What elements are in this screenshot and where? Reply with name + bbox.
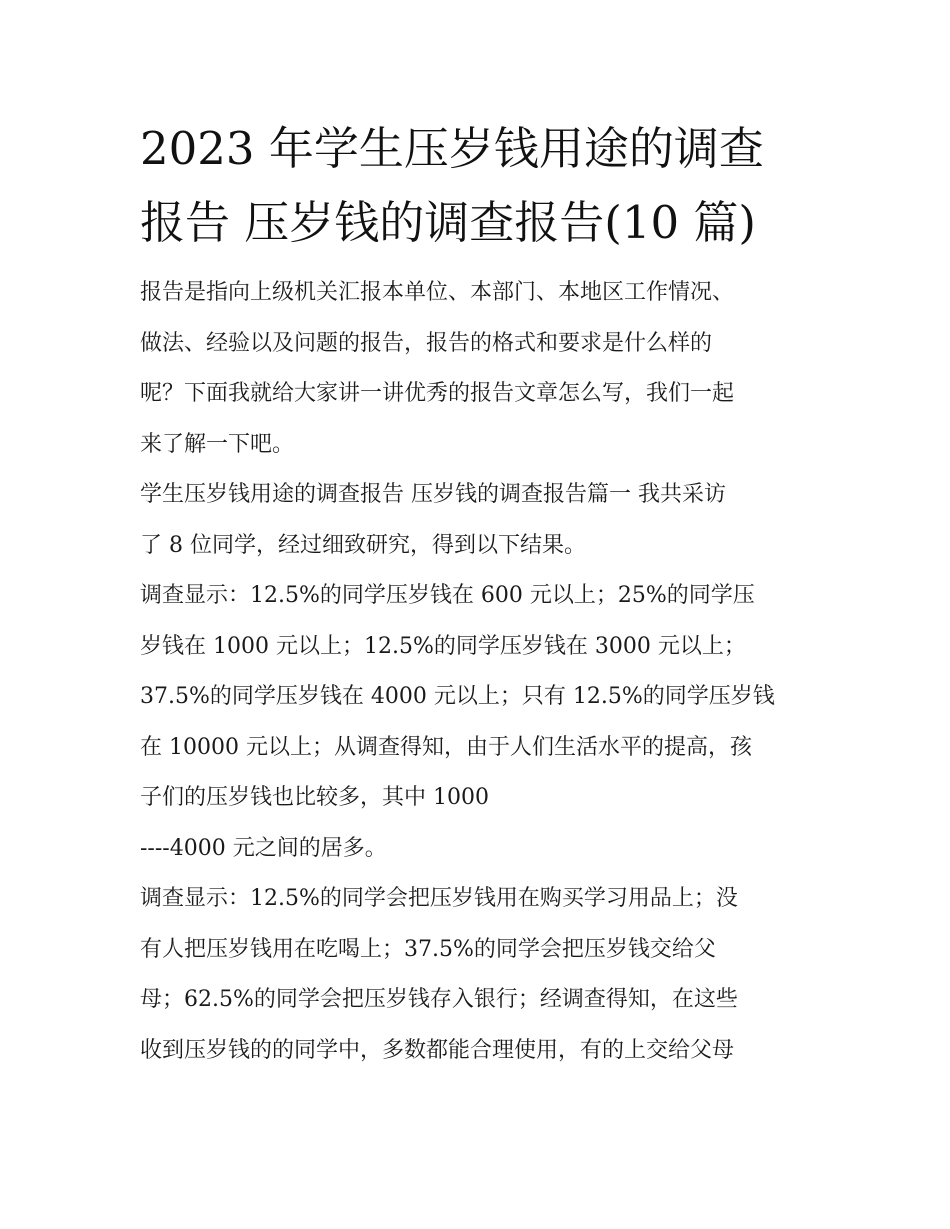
title-line-2: 报告 压岁钱的调查报告(10 篇) xyxy=(140,196,756,249)
document-title xyxy=(140,112,820,260)
body-line: 调查显示：12.5%的同学会把压岁钱用在购买学习用品上；没 xyxy=(140,886,738,911)
body-line: 学生压岁钱用途的调查报告 压岁钱的调查报告篇一 我共采访 xyxy=(140,482,726,507)
body-line: 母；62.5%的同学会把压岁钱存入银行；经调查得知，在这些 xyxy=(140,987,738,1012)
body-line: 调查显示：12.5%的同学压岁钱在 600 元以上；25%的同学压 xyxy=(140,583,755,608)
body-line: 来了解一下吧。 xyxy=(140,431,295,457)
body-line: 子们的压岁钱也比较多，其中 1000 xyxy=(140,785,489,810)
title-line-1: 2023 年学生压岁钱用途的调查 xyxy=(140,122,764,175)
body-line: ----4000 元之间的居多。 xyxy=(140,835,387,861)
body-line: 报告是指向上级机关汇报本单位、本部门、本地区工作情况、 xyxy=(140,280,735,305)
body-line: 37.5%的同学压岁钱在 4000 元以上；只有 12.5%的同学压岁钱 xyxy=(140,684,775,709)
body-line: 了 8 位同学，经过细致研究，得到以下结果。 xyxy=(140,532,586,558)
body-line: 有人把压岁钱用在吃喝上；37.5%的同学会把压岁钱交给父 xyxy=(140,936,716,962)
body-line: 在 10000 元以上；从调查得知，由于人们生活水平的提高，孩 xyxy=(140,734,752,760)
body-line: 呢？下面我就给大家讲一讲优秀的报告文章怎么写，我们一起 xyxy=(140,381,735,406)
body-line: 岁钱在 1000 元以上；12.5%的同学压岁钱在 3000 元以上； xyxy=(140,633,746,659)
body-line: 收到压岁钱的的同学中，多数都能合理使用，有的上交给父母 xyxy=(140,1037,735,1063)
document-body xyxy=(140,268,820,1076)
body-line: 做法、经验以及问题的报告，报告的格式和要求是什么样的 xyxy=(140,330,713,356)
document-page xyxy=(140,112,820,1076)
